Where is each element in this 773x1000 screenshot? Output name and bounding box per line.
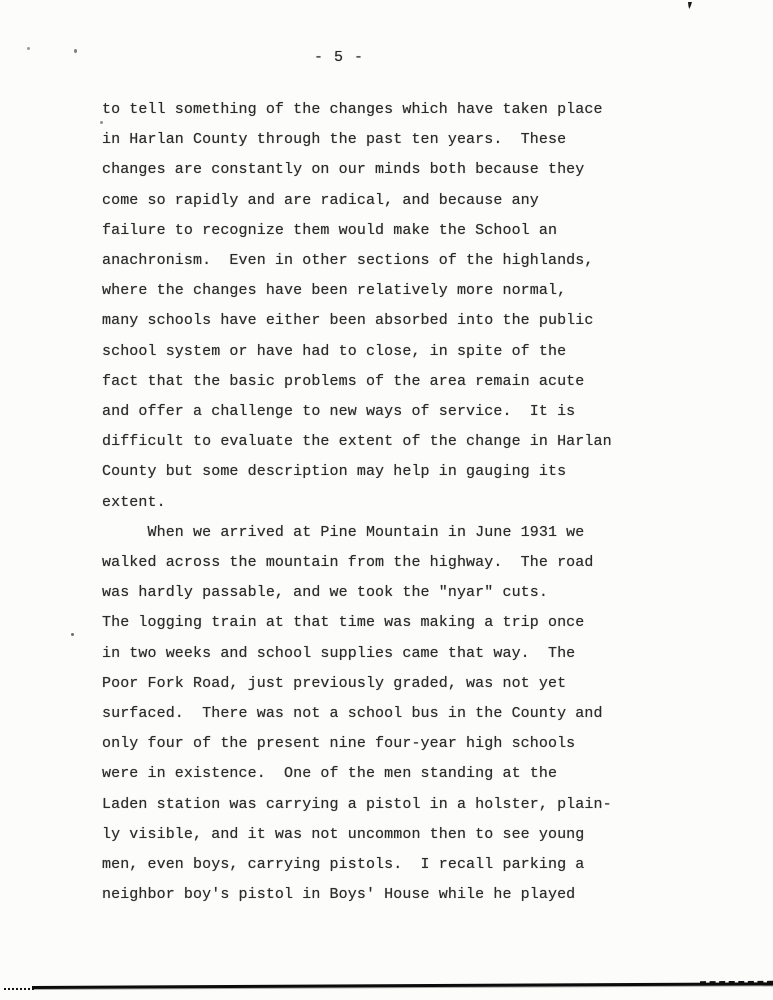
text-line: where the changes have been relatively more normal, bbox=[102, 282, 567, 300]
text-line: When we arrived at Pine Mountain in June 1931 we bbox=[102, 523, 585, 541]
scan-artifact-speck bbox=[71, 633, 74, 636]
text-line: come so rapidly and are radical, and because any bbox=[102, 191, 539, 209]
text-line: walked across the mountain from the highway. The road bbox=[102, 554, 594, 572]
text-line: fact that the basic problems of the area remain acute bbox=[102, 372, 585, 390]
scan-artifact-speck bbox=[27, 47, 30, 50]
scan-artifact-mark bbox=[688, 2, 692, 9]
text-line: neighbor boy's pistol in Boys' House while he played bbox=[102, 886, 576, 904]
text-line: and offer a challenge to new ways of service. It is bbox=[102, 403, 576, 421]
text-line: Poor Fork Road, just previously graded, was not yet bbox=[102, 674, 567, 692]
text-line: in Harlan County through the past ten years. These bbox=[102, 131, 567, 149]
text-line: anachronism. Even in other sections of the highlands, bbox=[102, 252, 594, 270]
text-line: men, even boys, carrying pistols. I recall parking a bbox=[102, 856, 585, 874]
text-line: to tell something of the changes which have taken place bbox=[102, 101, 603, 118]
scan-artifact-speck bbox=[74, 49, 77, 53]
text-line: The logging train at that time was making a trip once bbox=[102, 614, 585, 632]
text-line: failure to recognize them would make the School an bbox=[102, 221, 558, 239]
scan-artifact-speck bbox=[100, 121, 103, 124]
scan-edge-line-tail bbox=[700, 981, 773, 983]
text-line: many schools have either been absorbed into the public bbox=[102, 312, 594, 330]
text-line: surfaced. There was not a school bus in the County and bbox=[102, 705, 603, 723]
text-line: changes are constantly on our minds both because they bbox=[102, 161, 585, 179]
text-line: in two weeks and school supplies came that way. The bbox=[102, 644, 576, 662]
text-line: only four of the present nine four-year high schools bbox=[102, 735, 576, 753]
text-line: Laden station was carrying a pistol in a holster, plain- bbox=[102, 795, 612, 813]
text-line: ly visible, and it was not uncommon then to see young bbox=[102, 825, 585, 843]
page-body-text bbox=[102, 95, 682, 910]
text-line: difficult to evaluate the extent of the change in Harlan bbox=[102, 433, 612, 451]
text-line: school system or have had to close, in spite of the bbox=[102, 342, 567, 360]
text-line: County but some description may help in gauging its bbox=[102, 463, 567, 481]
text-line: extent. bbox=[102, 493, 166, 511]
scan-edge-line bbox=[32, 982, 773, 989]
paragraph-1 bbox=[102, 95, 682, 518]
text-line: was hardly passable, and we took the "nyar" cuts. bbox=[102, 584, 548, 602]
text-line: were in existence. One of the men standing at the bbox=[102, 765, 558, 783]
scan-edge-dots bbox=[4, 988, 34, 990]
paragraph-2 bbox=[102, 518, 682, 911]
page-number: - 5 - bbox=[314, 49, 365, 66]
